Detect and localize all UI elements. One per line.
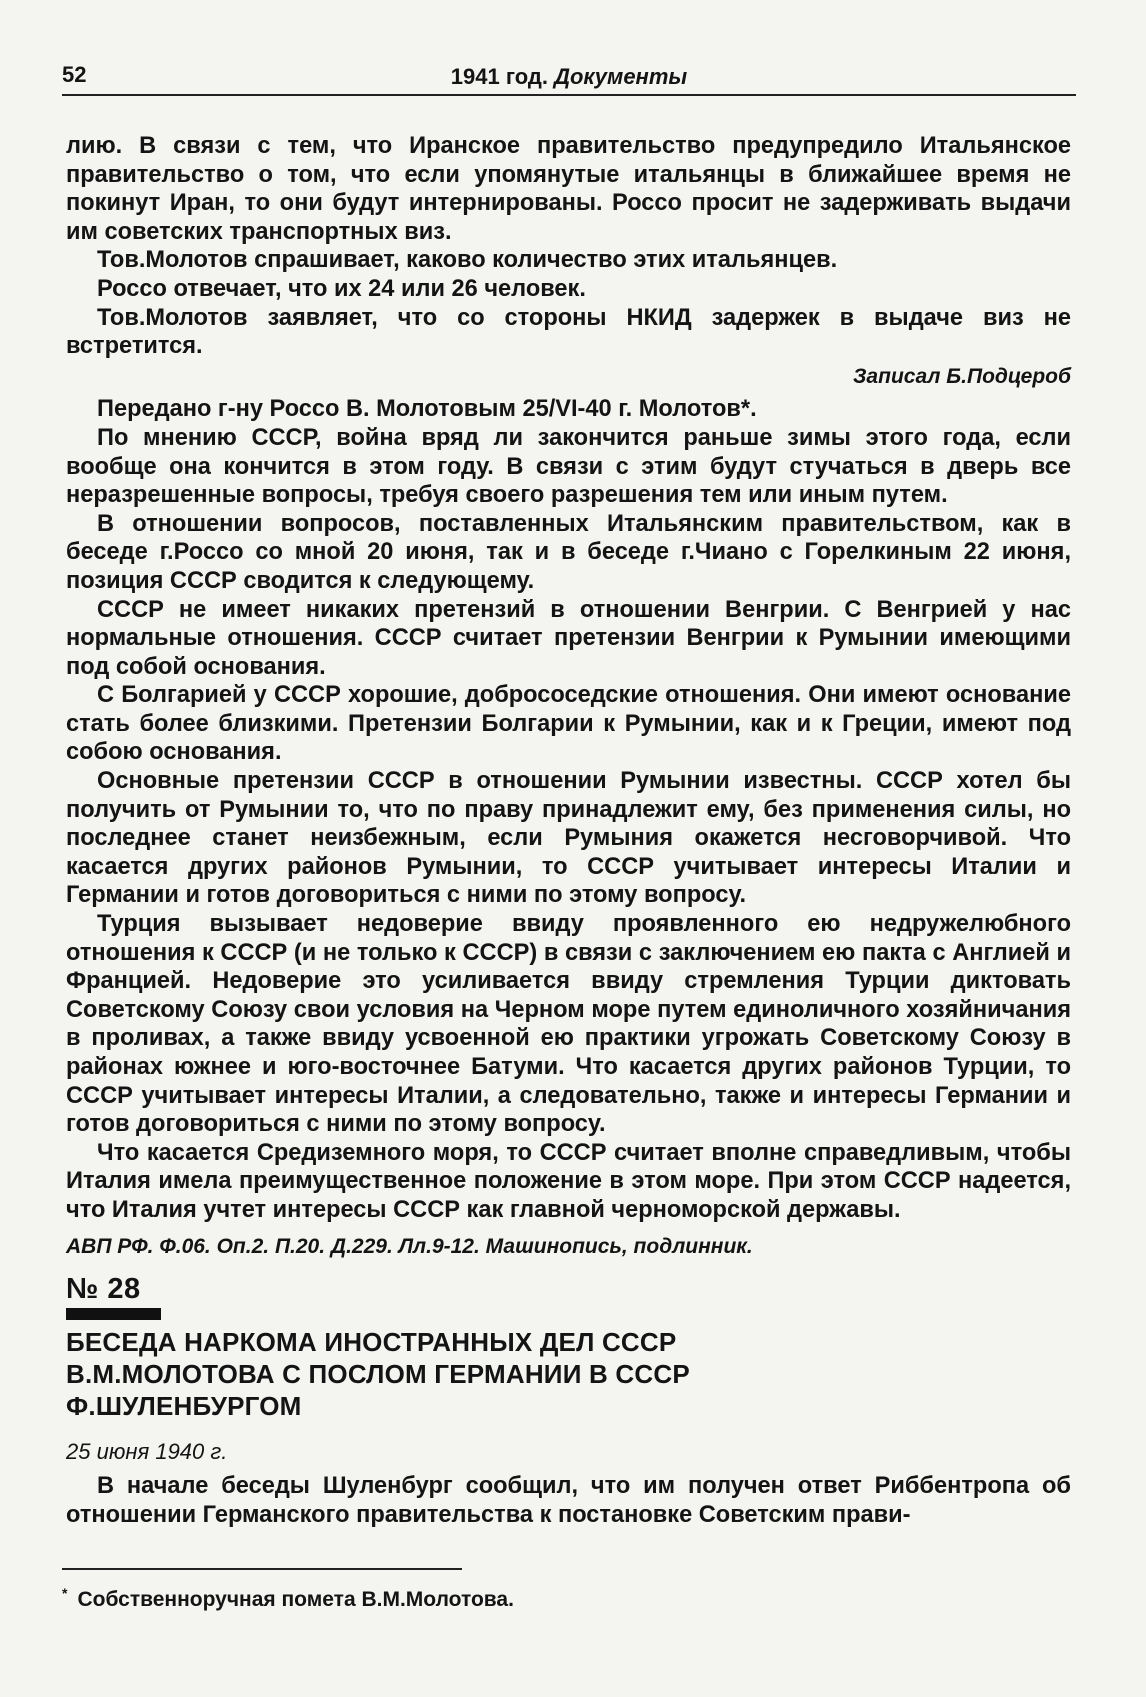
paragraph: По мнению СССР, война вряд ли закончится раньше зимы этого года, если вообще она кончится в этом году. В связи с этим будут стучаться в дверь все неразрешенные вопросы, требуя своего разрешения тем или иным путем. [66,424,1071,509]
paragraph: СССР не имеет никаких претензий в отношении Венгрии. С Венгрией у нас нормальные отношения. СССР считает претензии Венгрии к Румынии имеющими под собой основания. [66,596,1071,680]
document-number-rule [66,1308,161,1320]
paragraph: Основные претензии СССР в отношении Румынии известны. СССР хотел бы получить от Румынии то, что по праву принадлежит ему, без применения силы, но последнее станет неизбежным, если Румыния окажется несговорчивой. Что касается других районов Румынии, то СССР учитывает интересы Италии и Германии и готов договориться с ними по этому вопросу. [66,768,1071,909]
paragraph: С Болгарией у СССР хорошие, добрососедские отношения. Они имеют основание стать более близкими. Претензии Болгарии к Румынии, как и к Греции, имеют под собою основания. [66,682,1071,766]
paragraph: Тов.Молотов спрашивает, каково количество этих итальянцев. [97,247,838,274]
document-title-line: Ф.ШУЛЕНБУРГОМ [66,1390,302,1421]
footnote [62,1585,514,1612]
paragraph: В отношении вопросов, поставленных Итальянским правительством, как в беседе г.Россо со мной 20 июня, так и в беседе г.Чиано с Горелкиным 22 июня, позиция СССР сводится к следующему. [66,510,1071,594]
paragraph: Турция вызывает недоверие ввиду проявленного ею недружелюбного отношения к СССР (и не только к СССР) в связи с заключением ею пакта с Англией и Францией. Недоверие это усиливается ввиду стремления Турции диктовать Советскому Союзу свои условия на Черном море путем единоличного хозяйничания в проливах, а также ввиду усвоенной ею практики угрожать Советскому Союзу в районах южнее и юго-восточнее Батуми. Что касается других районов Турции, то СССР учитывает интересы Италии, а следовательно, также и интересы Германии и готов договориться с ними по этому вопросу. [66,911,1071,1138]
paragraph-list [66,132,1071,1261]
paragraph: Что касается Средиземного моря, то СССР считает вполне справедливым, чтобы Италия имела преимущественное положение в этом море. При этом СССР надеется, что Италия учтет интересы СССР как главной черноморской державы. [66,1139,1071,1223]
document-title-line: БЕСЕДА НАРКОМА ИНОСТРАННЫХ ДЕЛ СССР [66,1326,677,1357]
recorded-by: Записал Б.Подцероб [852,364,1071,388]
paragraph: Передано г-ну Россо В. Молотовым 25/VI-40 г. Молотов*. [97,396,757,423]
page-number: 52 [62,62,87,87]
document-opening-paragraph: В начале беседы Шуленбург сообщил, что им получен ответ Риббентропа об отношении Германского правительства к постановке Советским прави- [66,1473,1071,1528]
archive-source: АВП РФ. Ф.06. Оп.2. П.20. Д.229. Лл.9-12. Машинопись, подлинник. [66,1234,753,1258]
document-date: 25 июня 1940 г. [66,1438,228,1464]
running-title [62,64,1076,90]
footnote-text: Собственноручная помета В.М.Молотова. [77,1588,514,1611]
running-header [62,58,1076,96]
running-title-section: Документы [554,64,688,89]
document-title-line: В.М.МОЛОТОВА С ПОСЛОМ ГЕРМАНИИ В СССР [66,1358,690,1389]
footnote-rule [62,1568,462,1570]
paragraph: Россо отвечает, что их 24 или 26 человек. [97,275,586,302]
document-number: № 28 [66,1273,141,1306]
running-title-year: 1941 год. [450,64,548,89]
page-body [66,132,1071,1530]
footnote-marker: * [62,1585,68,1601]
document-title [66,1326,1071,1422]
paragraph: лию. В связи с тем, что Иранское правительство предупредило Итальянское правительство о том, что если упомянутые итальянцы в ближайшее время не покинут Иран, то они будут интернированы. Россо просит не задерживать выдачи им советских транспортных виз. [66,133,1071,245]
paragraph: Тов.Молотов заявляет, что со стороны НКИД задержек в выдаче виз не встретится. [66,304,1071,360]
